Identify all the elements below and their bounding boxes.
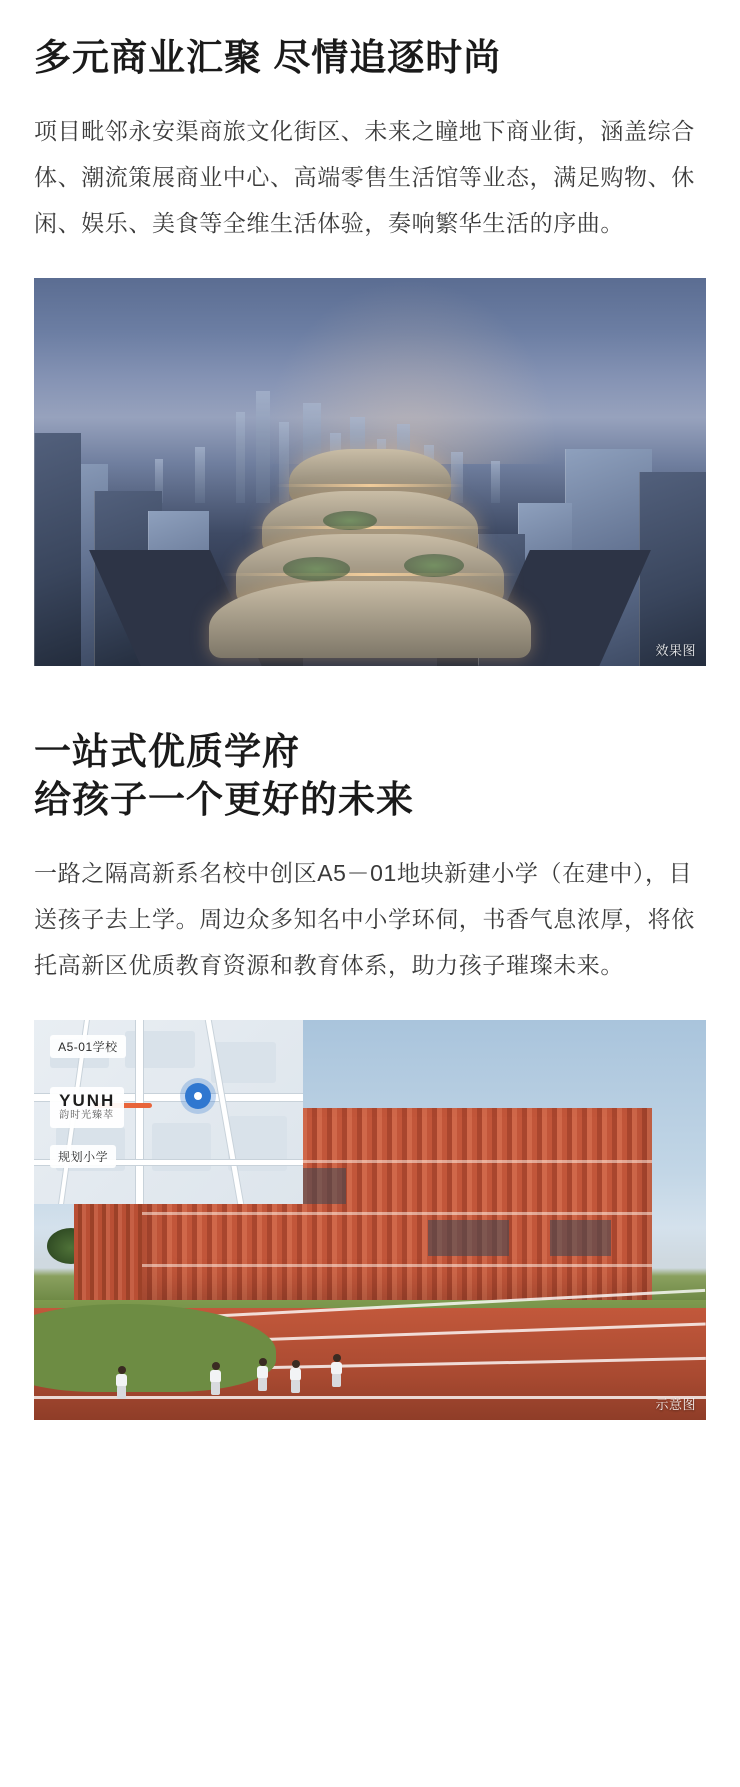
page-title: 多元商业汇聚 尽情追逐时尚 xyxy=(34,37,502,78)
brand-name: YUNH xyxy=(59,1090,116,1110)
student-figure xyxy=(330,1354,343,1388)
section-commerce xyxy=(0,0,740,666)
student-figure xyxy=(289,1360,302,1394)
page-bottom-spacer xyxy=(0,1420,740,1456)
map-label-planned-primary-school: 规划小学 xyxy=(50,1145,116,1168)
map-label-school: A5-01学校 xyxy=(50,1035,126,1058)
student-figure xyxy=(115,1366,128,1400)
education-heading-line-2: 给孩子一个更好的未来 xyxy=(34,779,414,821)
section-education xyxy=(0,728,740,1420)
student-figure xyxy=(256,1358,269,1392)
school-render xyxy=(34,1020,706,1420)
image-caption: 效果图 xyxy=(655,643,696,659)
education-paragraph: 一路之隔高新系名校中创区A5－01地块新建小学（在建中），目送孩子去上学。周边众多知名中小学环伺，书香气息浓厚，将依托高新区优质教育资源和教育体系，助力孩子璀璨未来。 xyxy=(34,860,695,979)
image-caption: 示意图 xyxy=(655,1397,696,1413)
city-commercial-render xyxy=(34,278,706,666)
education-heading-line-1: 一站式优质学府 xyxy=(34,731,300,773)
map-pin-icon xyxy=(185,1083,211,1109)
student-figure xyxy=(209,1362,222,1396)
education-heading xyxy=(34,728,706,824)
commerce-paragraph: 项目毗邻永安渠商旅文化街区、未来之瞳地下商业街，涵盖综合体、潮流策展商业中心、高端零售生活馆等业态，满足购物、休闲、娱乐、美食等全维生活体验，奏响繁华生活的序曲。 xyxy=(34,118,695,237)
brand-subtitle: 韵时光臻萃 xyxy=(59,1110,115,1122)
project-brand-badge xyxy=(50,1087,124,1128)
section-spacer xyxy=(0,666,740,728)
location-map-overlay xyxy=(34,1020,303,1204)
